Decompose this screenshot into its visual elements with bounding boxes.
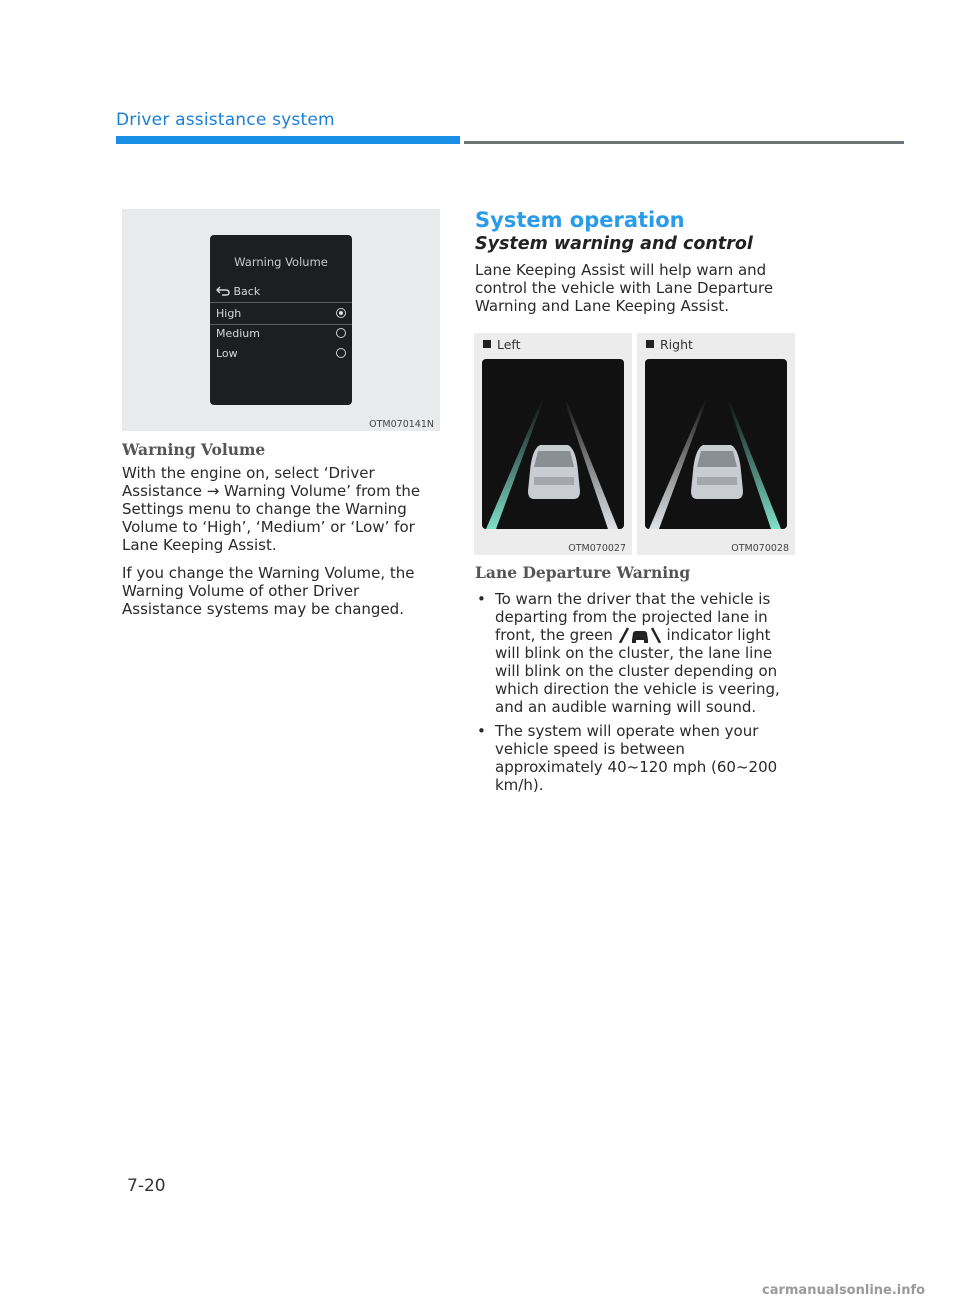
bullet-list (475, 590, 795, 800)
radio-unselected-icon (336, 348, 346, 358)
square-bullet-icon (646, 340, 654, 348)
warning-volume-heading: Warning Volume (122, 440, 266, 459)
bullet-item (475, 590, 795, 716)
bullet-text-part-1: To warn the driver that the vehicle is departing from the projected lane in front, the green (495, 590, 771, 644)
intro-paragraph: Lane Keeping Assist will help warn and control the vehicle with Lane Departure Warning and Lane Keeping Assist. (475, 261, 774, 315)
lane-figure-left (474, 333, 632, 555)
lane-label-left (483, 337, 521, 352)
lane-screen-right (645, 359, 787, 529)
option-low (216, 347, 346, 365)
option-high (216, 307, 346, 325)
car-icon (528, 445, 580, 499)
running-header: Driver assistance system (116, 110, 335, 130)
car-icon (691, 445, 743, 499)
back-arrow-icon (216, 286, 230, 296)
screen-title: Warning Volume (234, 255, 328, 269)
radio-selected-icon (336, 308, 346, 318)
option-medium (216, 327, 346, 345)
section-title: System operation (475, 208, 685, 232)
menu-divider (210, 302, 352, 303)
back-label: Back (233, 285, 261, 298)
subsection-title: System warning and control (475, 234, 753, 254)
lane-figure-right (637, 333, 795, 555)
bullet-dot: • (477, 722, 486, 740)
lane-screen-left (482, 359, 624, 529)
figure-code: OTM070141N (369, 419, 434, 430)
warning-volume-figure (122, 209, 440, 431)
lane-label-right (646, 337, 693, 352)
lane-departure-indicator-icon (618, 627, 662, 643)
figure-code: OTM070027 (568, 543, 626, 554)
bullet-dot: • (477, 590, 486, 608)
bullet-text: The system will operate when your vehicle speed is between approximately 40~120 mph (60~200 km/h). (495, 722, 778, 794)
header-accent-bar (116, 136, 460, 144)
bullet-item (475, 722, 795, 794)
page-number: 7-20 (127, 1176, 166, 1196)
lane-illustration (482, 359, 624, 529)
lane-illustration (645, 359, 787, 529)
square-bullet-icon (483, 340, 491, 348)
lane-label-text: Right (660, 337, 693, 352)
figure-code: OTM070028 (731, 543, 789, 554)
menu-divider (210, 324, 352, 325)
header-rule (464, 141, 904, 144)
option-label: High (216, 307, 242, 320)
watermark: carmanualsonline.info (762, 1283, 926, 1298)
warning-volume-paragraph-2: If you change the Warning Volume, the Warning Volume of other Driver Assistance systems may be changed. (122, 564, 415, 618)
bullet-text-part-2: indicator light will blink on the cluster, the lane line will blink on the cluster depending on which direction the vehicle is veering, and an audible warning will sound. (495, 626, 780, 716)
lane-label-text: Left (497, 337, 521, 352)
back-row (216, 285, 260, 298)
lane-departure-heading: Lane Departure Warning (475, 563, 691, 582)
option-label: Medium (216, 327, 260, 340)
cluster-screen (210, 235, 352, 405)
radio-unselected-icon (336, 328, 346, 338)
warning-volume-paragraph-1: With the engine on, select ‘Driver Assistance → Warning Volume’ from the Settings menu to change the Warning Volume to ‘High’, ‘Medium’ or ‘Low’ for Lane Keeping Assist. (122, 464, 421, 554)
option-label: Low (216, 347, 238, 360)
